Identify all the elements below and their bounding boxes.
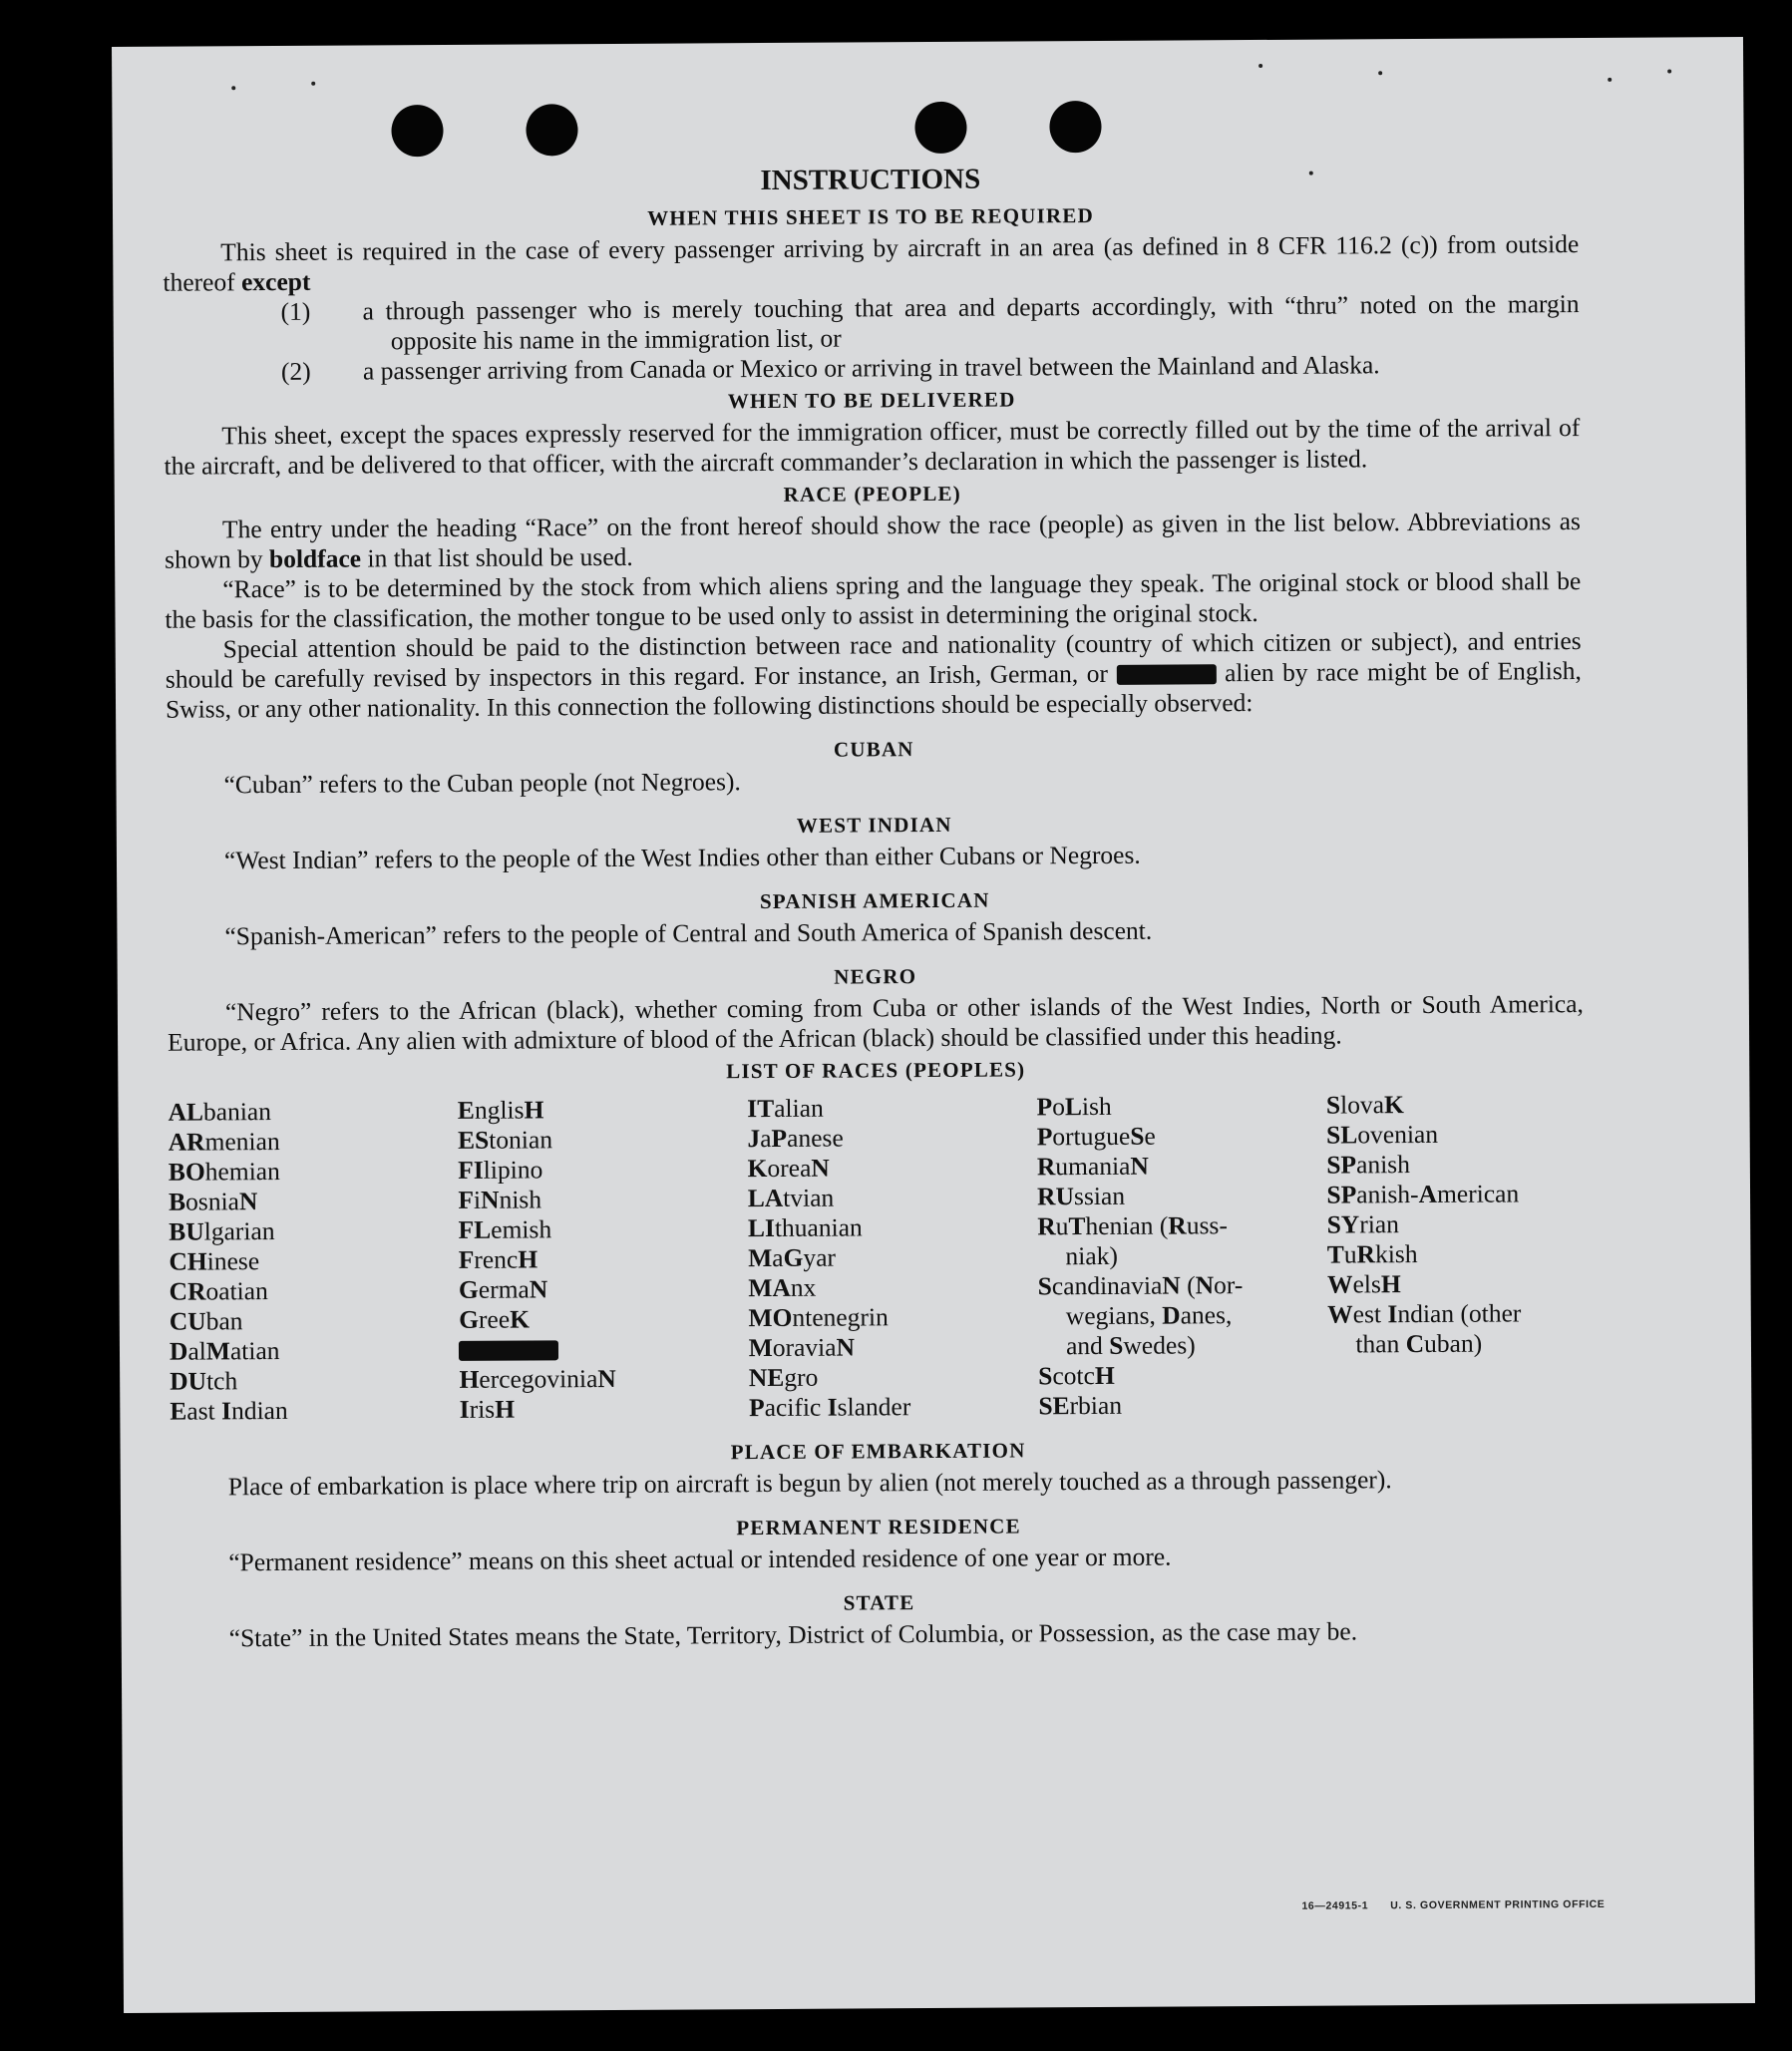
bold-text: boldface [268, 543, 362, 574]
form-footer [1279, 1898, 1605, 1912]
paragraph-negro: “Negro” refers to the African (black), whether coming from Cuba or other islands of the West Indies, North or South America, Europe, or Africa. Any alien with admixture of blood of the African (black) should be classified under this heading. [168, 989, 1584, 1057]
text: Special attention should be paid to the distinction between race and nationality (country of which citizen or subject), and entries should be carefully revised by inspectors in this regard. For instance, an Irish, German, or [165, 626, 1582, 694]
race-entry-continued: and Swedes) [1065, 1330, 1196, 1361]
page-title: INSTRUCTIONS [760, 163, 981, 197]
speck [1378, 71, 1382, 75]
race-entry: WelsH [1326, 1269, 1401, 1299]
race-entry: BOhemian [168, 1157, 280, 1187]
race-entry: SPanish [1326, 1150, 1411, 1180]
race-entry: JaPanese [747, 1123, 844, 1154]
paragraph-spanish-american: “Spanish-American” refers to the people of Central and South America of Spanish descent. [224, 915, 1153, 951]
race-entry: ITalian [747, 1093, 824, 1124]
redaction-bar [459, 1340, 558, 1361]
race-entry-redacted [459, 1333, 749, 1365]
item-text: a through passenger who is merely touching that area and departs accordingly, with “thru” noted on the margin opposite his name in the immigration list, or [362, 289, 1580, 356]
paragraph-race-3 [166, 626, 1583, 725]
heading-cuban: CUBAN [833, 737, 914, 762]
race-entry: LIthuanian [747, 1212, 863, 1243]
text: alien by race might be of English, Swiss, or any other nationality. In this connection the following distinctions should be especially observed: [165, 656, 1582, 724]
text: This sheet is required in the case of every passenger arriving by aircraft in an area (as defined in 8 CFR 116.2 (c)) from outside thereof [163, 229, 1580, 297]
race-entry: SYrian [1326, 1209, 1400, 1239]
race-entry: Pacific Islander [748, 1392, 911, 1423]
race-entry: DalMatian [169, 1336, 280, 1366]
paragraph-when-required [163, 229, 1579, 298]
race-entry: GreeK [459, 1304, 531, 1334]
speck [231, 86, 235, 90]
text: The entry under the heading “Race” on the front hereof should show the race (people) as given in the list below. Abbreviations as shown by [165, 507, 1582, 574]
race-entry: RUssian [1037, 1181, 1126, 1211]
paragraph-west-indian: “West Indian” refers to the people of the West Indies other than either Cubans or Negroes. [223, 840, 1141, 875]
bold-text: except [240, 266, 311, 297]
item-number: (1) [280, 296, 311, 326]
heading-when-delivered: WHEN TO BE DELIVERED [727, 387, 1016, 414]
instructions-body [163, 158, 1588, 1654]
race-entry: DUtch [170, 1366, 238, 1396]
speck [311, 82, 315, 86]
heading-permanent-residence: PERMANENT RESIDENCE [736, 1514, 1021, 1540]
race-entry: FIlipino [458, 1155, 543, 1185]
races-column [168, 1096, 459, 1427]
heading-state: STATE [843, 1590, 915, 1615]
printer-credit: U. S. GOVERNMENT PRINTING OFFICE [1390, 1897, 1606, 1912]
item-number: (2) [280, 356, 311, 386]
paragraph-embarkation: Place of embarkation is place where trip on aircraft is begun by alien (not merely touched as a through passenger). [227, 1465, 1392, 1502]
race-entry: ALbanian [168, 1097, 272, 1127]
punch-hole [1049, 101, 1101, 153]
race-entry: ARmenian [168, 1127, 280, 1157]
paragraph-permanent-residence: “Permanent residence” means on this sheet actual or intended residence of one year or more. [228, 1541, 1172, 1577]
heading-negro: NEGRO [834, 964, 917, 989]
races-column [458, 1094, 749, 1425]
race-entry-continued: niak) [1065, 1240, 1119, 1271]
race-entry: CUban [169, 1306, 243, 1336]
race-entry: TuRkish [1326, 1239, 1418, 1269]
race-entry: FLemish [458, 1214, 552, 1244]
races-column [1036, 1091, 1327, 1422]
text: in that list should be used. [360, 541, 633, 573]
item-text: a passenger arriving from Canada or Mexico or arriving in travel between the Mainland and Alaska. [362, 350, 1380, 386]
heading-west-indian: WEST INDIAN [796, 812, 952, 838]
speck [1608, 78, 1612, 82]
race-entry: CRoatian [169, 1276, 268, 1306]
race-entry: FrencH [458, 1244, 538, 1274]
race-entry: MAnx [748, 1272, 817, 1303]
race-entry: RuThenian (Russ- [1037, 1210, 1229, 1241]
heading-list-of-races: LIST OF RACES (PEOPLES) [726, 1057, 1026, 1084]
paragraph-cuban: “Cuban” refers to the Cuban people (not Negroes). [223, 767, 741, 800]
race-entry: SErbian [1038, 1390, 1123, 1421]
paragraph-race-2: “Race” is to be determined by the stock from which aliens spring and the language they speak. The original stock or blood shall be the basis for the classification, the mother tongue to be used only to assist in determining the original stock. [165, 566, 1582, 634]
race-entry: BosniaN [168, 1187, 258, 1216]
list-item [164, 289, 1580, 358]
race-entry: East Indian [170, 1395, 288, 1426]
races-column [1326, 1089, 1587, 1420]
heading-race: RACE (PEOPLE) [783, 481, 961, 507]
race-entry: MaGyar [748, 1242, 837, 1273]
document-page [112, 37, 1755, 2013]
race-entry-continued: than Cuban) [1355, 1328, 1483, 1359]
race-entry-continued: wegians, Danes, [1065, 1300, 1233, 1331]
race-entry: GermaN [458, 1274, 548, 1304]
races-list [168, 1089, 1586, 1427]
race-entry: SPanish-American [1326, 1179, 1520, 1209]
race-entry: EStonian [457, 1125, 553, 1155]
race-entry: PortugueSe [1036, 1121, 1156, 1152]
race-entry: ScandinaviaN (Nor- [1037, 1270, 1244, 1301]
punch-hole [391, 105, 443, 157]
race-entry: ScotcH [1038, 1360, 1115, 1391]
race-entry: MoraviaN [748, 1332, 856, 1363]
punch-hole [526, 104, 577, 156]
form-number: 16—24915-1 [1301, 1899, 1369, 1912]
race-entry: SLovenian [1326, 1119, 1439, 1150]
race-entry: CHinese [169, 1246, 260, 1276]
race-entry: West Indian (other [1327, 1298, 1522, 1329]
speck [1667, 69, 1671, 73]
race-entry: MOntenegrin [748, 1302, 889, 1333]
race-entry: IrisH [459, 1394, 516, 1424]
paragraph-when-delivered: This sheet, except the spaces expressly reserved for the immigration officer, must be correctly filled out by the time of the arrival of the aircraft, and be delivered to that officer, with the aircraft commander’s declaration in which the passenger is listed. [164, 413, 1581, 481]
race-entry: RumaniaN [1036, 1151, 1149, 1182]
race-entry: SlovaK [1325, 1090, 1404, 1120]
paragraph-race-1 [165, 507, 1581, 575]
heading-spanish-american: SPANISH AMERICAN [759, 887, 990, 914]
race-entry: NEgro [748, 1362, 819, 1393]
race-entry: PoLish [1036, 1091, 1112, 1122]
race-entry: BUlgarian [169, 1216, 275, 1246]
heading-when-required: WHEN THIS SHEET IS TO BE REQUIRED [647, 203, 1094, 230]
race-entry: EnglisH [457, 1095, 544, 1125]
heading-embarkation: PLACE OF EMBARKATION [730, 1438, 1026, 1465]
race-entry: FiNnish [458, 1185, 542, 1214]
paragraph-state: “State” in the United States means the State, Territory, District of Columbia, or Possession, as the case may be. [228, 1616, 1358, 1653]
speck [1258, 64, 1262, 68]
punch-hole [914, 102, 966, 154]
race-entry: KoreaN [747, 1153, 830, 1184]
race-entry: HercegoviniaN [459, 1363, 616, 1394]
race-entry: LAtvian [747, 1183, 835, 1213]
redaction-bar [1116, 664, 1216, 685]
races-column [747, 1092, 1038, 1423]
